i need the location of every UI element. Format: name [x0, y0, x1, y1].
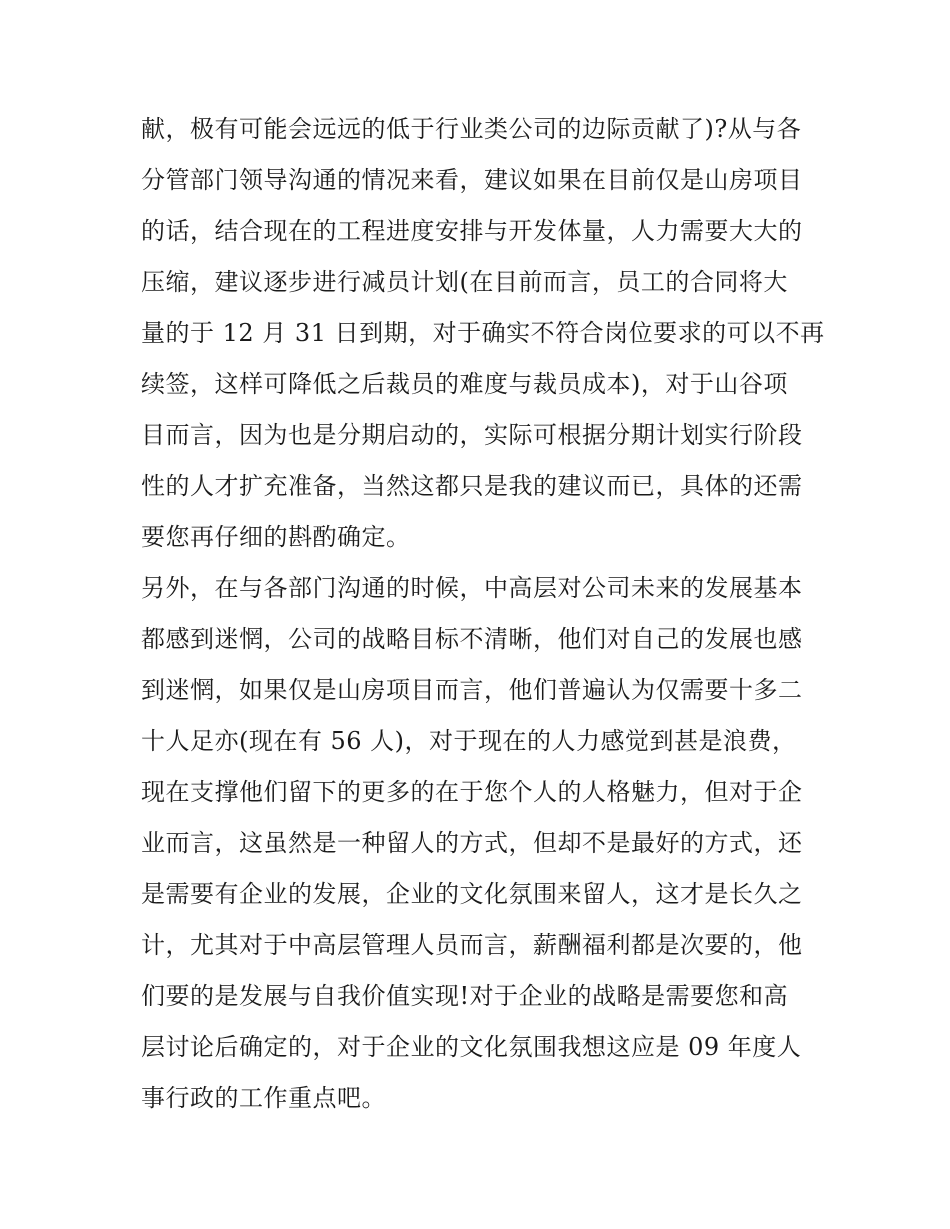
text-line: 另外，在与各部门沟通的时候，中高层对公司未来的发展基本	[141, 574, 803, 602]
text-line: 都感到迷惘，公司的战略目标不清晰，他们对自己的发展也感	[141, 625, 803, 653]
text-line: 业而言，这虽然是一种留人的方式，但却不是最好的方式，还	[141, 829, 803, 857]
text-line: 的话，结合现在的工程进度安排与开发体量，人力需要大大的	[141, 217, 803, 245]
text-line: 事行政的工作重点吧。	[141, 1084, 386, 1112]
body-text	[141, 104, 825, 1124]
text-line: 压缩，建议逐步进行减员计划(在目前而言，员工的合同将大	[141, 268, 788, 296]
text-line: 分管部门领导沟通的情况来看，建议如果在目前仅是山房项目	[141, 166, 803, 194]
text-line: 献，极有可能会远远的低于行业类公司的边际贡献了)?从与各	[141, 115, 802, 143]
text-line: 要您再仔细的斟酌确定。	[141, 523, 411, 551]
text-line: 计，尤其对于中高层管理人员而言，薪酬福利都是次要的，他	[141, 931, 803, 959]
text-line: 十人足亦(现在有 56 人)，对于现在的人力感觉到甚是浪费，	[141, 727, 797, 755]
text-line: 续签，这样可降低之后裁员的难度与裁员成本)，对于山谷项	[141, 370, 788, 398]
text-line: 性的人才扩充准备，当然这都只是我的建议而已，具体的还需	[141, 472, 803, 500]
text-line: 层讨论后确定的，对于企业的文化氛围我想这应是 09 年度人	[141, 1033, 802, 1061]
text-line: 现在支撑他们留下的更多的在于您个人的人格魅力，但对于企	[141, 778, 803, 806]
text-line: 到迷惘，如果仅是山房项目而言，他们普遍认为仅需要十多二	[141, 676, 803, 704]
text-line: 们要的是发展与自我价值实现!对于企业的战略是需要您和高	[141, 982, 789, 1010]
text-line: 目而言，因为也是分期启动的，实际可根据分期计划实行阶段	[141, 421, 803, 449]
text-line: 是需要有企业的发展，企业的文化氛围来留人，这才是长久之	[141, 880, 803, 908]
text-line: 量的于 12 月 31 日到期，对于确实不符合岗位要求的可以不再	[141, 319, 825, 347]
